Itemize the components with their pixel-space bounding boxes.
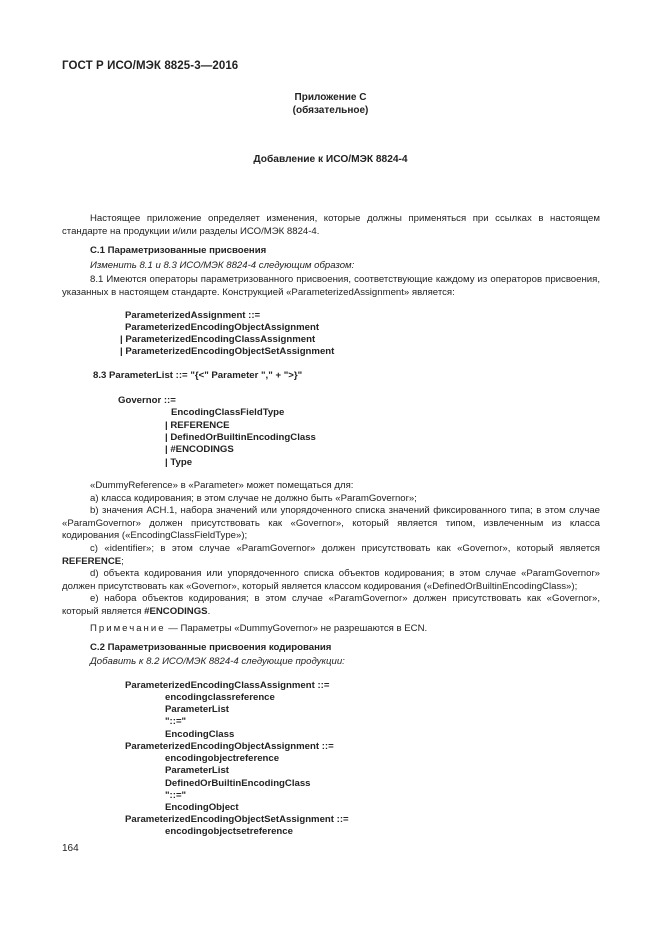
item-a: а) класса кодирования; в этом случае не должно быть «ParamGovernor»; bbox=[90, 493, 417, 504]
c2-instruction: Добавить к 8.2 ИСО/МЭК 8824-4 следующие продукции: bbox=[90, 656, 345, 667]
document-header: ГОСТ Р ИСО/МЭК 8825-3—2016 bbox=[62, 60, 239, 72]
code-prod1-4: EncodingClass bbox=[165, 729, 235, 740]
section-c2-heading: С.2 Параметризованные присвоения кодирования bbox=[90, 642, 332, 653]
item-b: b) значения АСН.1, набора значений или упорядоченного списка значений фиксированного типа; в этом случае «ParamGovernor» должен присутствовать как «Governor», который является типом, извлеченным из класса кодирования («EncodingClassFieldType»); bbox=[62, 505, 600, 542]
c1-paragraph-8-1: 8.1 Имеются операторы параметризованного присвоения, соответствующие каждому из операторов присвоения, указанных в настоящем стандарте. Конструкцией «ParameterizedAssignment» является: bbox=[62, 274, 600, 298]
code-prod3-1: encodingobjectsetreference bbox=[165, 826, 293, 837]
code-parameter-list: 8.3 ParameterList ::= "{<" Parameter "," + ">}" bbox=[93, 370, 303, 381]
code-prod1-0: ParameterizedEncodingClassAssignment ::= bbox=[125, 680, 330, 691]
item-c-keyword: REFERENCE bbox=[62, 555, 122, 567]
code-governor-3: | REFERENCE bbox=[165, 420, 230, 431]
code-governor-1: Governor ::= bbox=[118, 395, 176, 406]
code-prod2-0: ParameterizedEncodingObjectAssignment ::= bbox=[125, 741, 334, 752]
code-governor-6: | Type bbox=[165, 457, 193, 468]
code-governor-2: EncodingClassFieldType bbox=[171, 407, 285, 418]
item-c: с) «identifier»; в этом случае «ParamGovernor» должен присутствовать как «Governor», который является REFERENCE; bbox=[62, 543, 600, 567]
annex-heading: Добавление к ИСО/МЭК 8824-4 bbox=[253, 154, 408, 165]
page-number: 164 bbox=[62, 843, 79, 854]
code-prod2-1: encodingobjectreference bbox=[165, 753, 280, 764]
section-c1-heading: С.1 Параметризованные присвоения bbox=[90, 245, 267, 256]
code-prod1-3: "::=" bbox=[165, 716, 187, 727]
code-assign-2: ParameterizedEncodingObjectAssignment bbox=[125, 322, 320, 333]
code-governor-5: | #ENCODINGS bbox=[165, 444, 234, 455]
code-assign-3: | ParameterizedEncodingClassAssignment bbox=[120, 334, 316, 345]
code-prod1-2: ParameterList bbox=[165, 704, 229, 715]
intro-paragraph: Настоящее приложение определяет изменения, которые должны применяться при ссылках в настоящем стандарте на продукции и/или разделы ИСО/МЭК 8824-4. bbox=[62, 213, 600, 237]
dummy-paragraph: «DummyReference» в «Parameter» может помещаться для: bbox=[90, 480, 354, 491]
code-governor-4: | DefinedOrBuiltinEncodingClass bbox=[165, 432, 316, 443]
note-label: Примечание bbox=[90, 623, 166, 634]
item-e: е) набора объектов кодирования; в этом случае «ParamGovernor» должен присутствовать как «Governor», который является #ENCODINGS. bbox=[62, 593, 600, 617]
code-prod2-4: "::=" bbox=[165, 790, 187, 801]
code-prod2-2: ParameterList bbox=[165, 765, 229, 776]
code-assign-1: ParameterizedAssignment ::= bbox=[125, 310, 261, 321]
note: Примечание — Параметры «DummyGovernor» не разрешаются в ECN. bbox=[90, 623, 428, 634]
code-prod2-3: DefinedOrBuiltinEncodingClass bbox=[165, 778, 311, 789]
annex-status: (обязательное) bbox=[292, 105, 369, 116]
c1-instruction: Изменить 8.1 и 8.3 ИСО/МЭК 8824-4 следующим образом: bbox=[90, 260, 355, 271]
code-assign-4: | ParameterizedEncodingObjectSetAssignment bbox=[120, 346, 335, 357]
code-prod2-5: EncodingObject bbox=[165, 802, 239, 813]
item-e-keyword: #ENCODINGS bbox=[144, 605, 208, 617]
annex-title: Приложение С bbox=[294, 92, 367, 103]
code-prod3-0: ParameterizedEncodingObjectSetAssignment ::= bbox=[125, 814, 349, 825]
code-prod1-1: encodingclassreference bbox=[165, 692, 275, 703]
item-d: d) объекта кодирования или упорядоченного списка объектов кодирования; в этом случае «ParamGovernor» должен присутствовать как «Governor», который является классом кодирования («DefinedOrBuiltinEncodingClass»); bbox=[62, 568, 600, 592]
